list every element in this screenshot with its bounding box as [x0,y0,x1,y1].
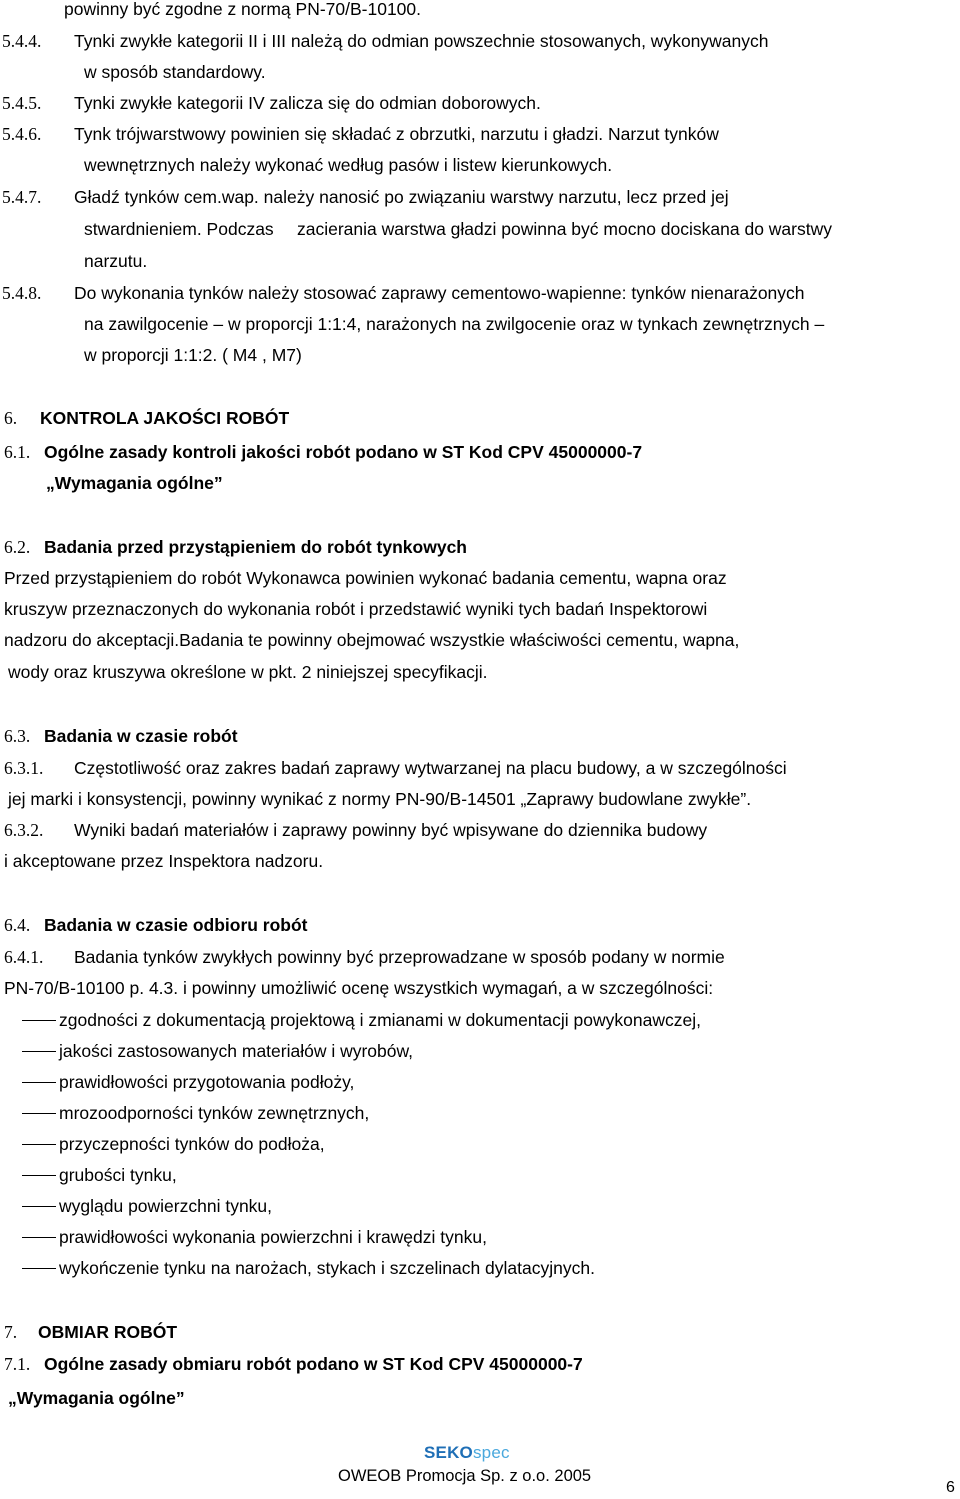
list-item-text: wyglądu powierzchni tynku, [59,1196,273,1216]
text-line: kruszyw przeznaczonych do wykonania robót i przedstawić wyniki tych badań Inspektorowi [4,599,708,619]
text-line: i akceptowane przez Inspektora nadzoru. [4,851,324,871]
list-item-text: grubości tynku, [59,1165,177,1185]
text-line: Gładź tynków cem.wap. należy nanosić po związaniu warstwy narzutu, lecz przed jej [74,187,729,207]
section-number: 5.4.5. [2,93,42,113]
text-line: w proporcji 1:1:2. ( M4 , M7) [84,345,302,365]
section-number: 6. [4,408,18,428]
text-line: Badania tynków zwykłych powinny być przeprowadzane w sposób podany w normie [74,947,725,967]
section-number: 5.4.4. [2,31,42,51]
list-item-text: zgodności z dokumentacją projektową i zmianami w dokumentacji powykonawczej, [59,1010,701,1030]
section-heading: Ogólne zasady obmiaru robót podano w ST Kod CPV 45000000-7 [44,1354,583,1374]
text-line: Częstotliwość oraz zakres badań zaprawy wytwarzanej na placu budowy, a w szczególności [74,758,787,778]
section-number: 6.4.1. [4,947,44,967]
text-line: jej marki i konsystencji, powinny wynikać z normy PN-90/B-14501 „Zaprawy budowlane zwykłe”. [8,789,752,809]
text-line: wody oraz kruszywa określone w pkt. 2 niniejszej specyfikacji. [8,662,488,682]
text-line: Tynki zwykłe kategorii II i III należą do odmian powszechnie stosowanych, wykonywanych [74,31,769,51]
section-number: 6.3.1. [4,758,44,778]
text-line: na zawilgocenie – w proporcji 1:1:4, narażonych na zwilgocenie oraz w tynkach zewnętrznych – [84,314,825,334]
section-heading: „Wymagania ogólne” [8,1388,185,1408]
list-item-text: przyczepności tynków do podłoża, [59,1134,325,1154]
text-line: Przed przystąpieniem do robót Wykonawca powinien wykonać badania cementu, wapna oraz [4,568,727,588]
text-line: stwardnieniem. Podczas [84,219,274,239]
section-number: 6.1. [4,442,31,462]
text-line: wewnętrznych należy wykonać według pasów i listew kierunkowych. [84,155,613,175]
section-heading: OBMIAR ROBÓT [38,1322,178,1342]
list-item-text: jakości zastosowanych materiałów i wyrobów, [59,1041,414,1061]
text-line: nadzoru do akceptacji.Badania te powinny obejmować wszystkie właściwości cementu, wapna, [4,630,740,650]
section-heading: „Wymagania ogólne” [46,473,223,493]
section-heading: Ogólne zasady kontroli jakości robót podano w ST Kod CPV 45000000-7 [44,442,643,462]
section-heading: Badania przed przystąpieniem do robót tynkowych [44,537,467,557]
section-number: 6.3. [4,726,31,746]
section-number: 6.2. [4,537,31,557]
text-line: Wyniki badań materiałów i zaprawy powinny być wpisywane do dziennika budowy [74,820,708,840]
text-line: Tynki zwykłe kategorii IV zalicza się do odmian doborowych. [74,93,541,113]
section-number: 7. [4,1322,18,1342]
section-number: 7.1. [4,1354,31,1374]
section-heading: KONTROLA JAKOŚCI ROBÓT [40,408,290,428]
text-line: PN-70/B-10100 p. 4.3. i powinny umożliwić ocenę wszystkich wymagań, a w szczególności: [4,978,714,998]
footer-publisher: OWEOB Promocja Sp. z o.o. 2005 [338,1467,592,1485]
section-number: 6.4. [4,915,31,935]
page-number: 6 [946,1479,955,1496]
section-heading: Badania w czasie odbioru robót [44,915,308,935]
list-item-text: wykończenie tynku na narożach, stykach i szczelinach dylatacyjnych. [59,1258,595,1278]
section-number: 5.4.8. [2,283,42,303]
text-line: Do wykonania tynków należy stosować zaprawy cementowo-wapienne: tynków nienarażonych [74,283,805,303]
list-item-text: mrozoodporności tynków zewnętrznych, [59,1103,370,1123]
text-line: narzutu. [84,251,148,271]
section-number: 5.4.6. [2,124,42,144]
list-item-text: prawidłowości wykonania powierzchni i krawędzi tynku, [59,1227,487,1247]
section-number: 6.3.2. [4,820,44,840]
text-line: zacierania warstwa gładzi powinna być mocno dociskana do warstwy [297,219,832,239]
sekospec-logo: SEKOspec [424,1443,510,1462]
section-heading: Badania w czasie robót [44,726,238,746]
text-line: w sposób standardowy. [84,62,266,82]
section-number: 5.4.7. [2,187,42,207]
text-line: Tynk trójwarstwowy powinien się składać z obrzutki, narzutu i gładzi. Narzut tynków [74,124,719,144]
text-line: powinny być zgodne z normą PN-70/B-10100. [64,0,422,19]
list-item-text: prawidłowości przygotowania podłoży, [59,1072,355,1092]
